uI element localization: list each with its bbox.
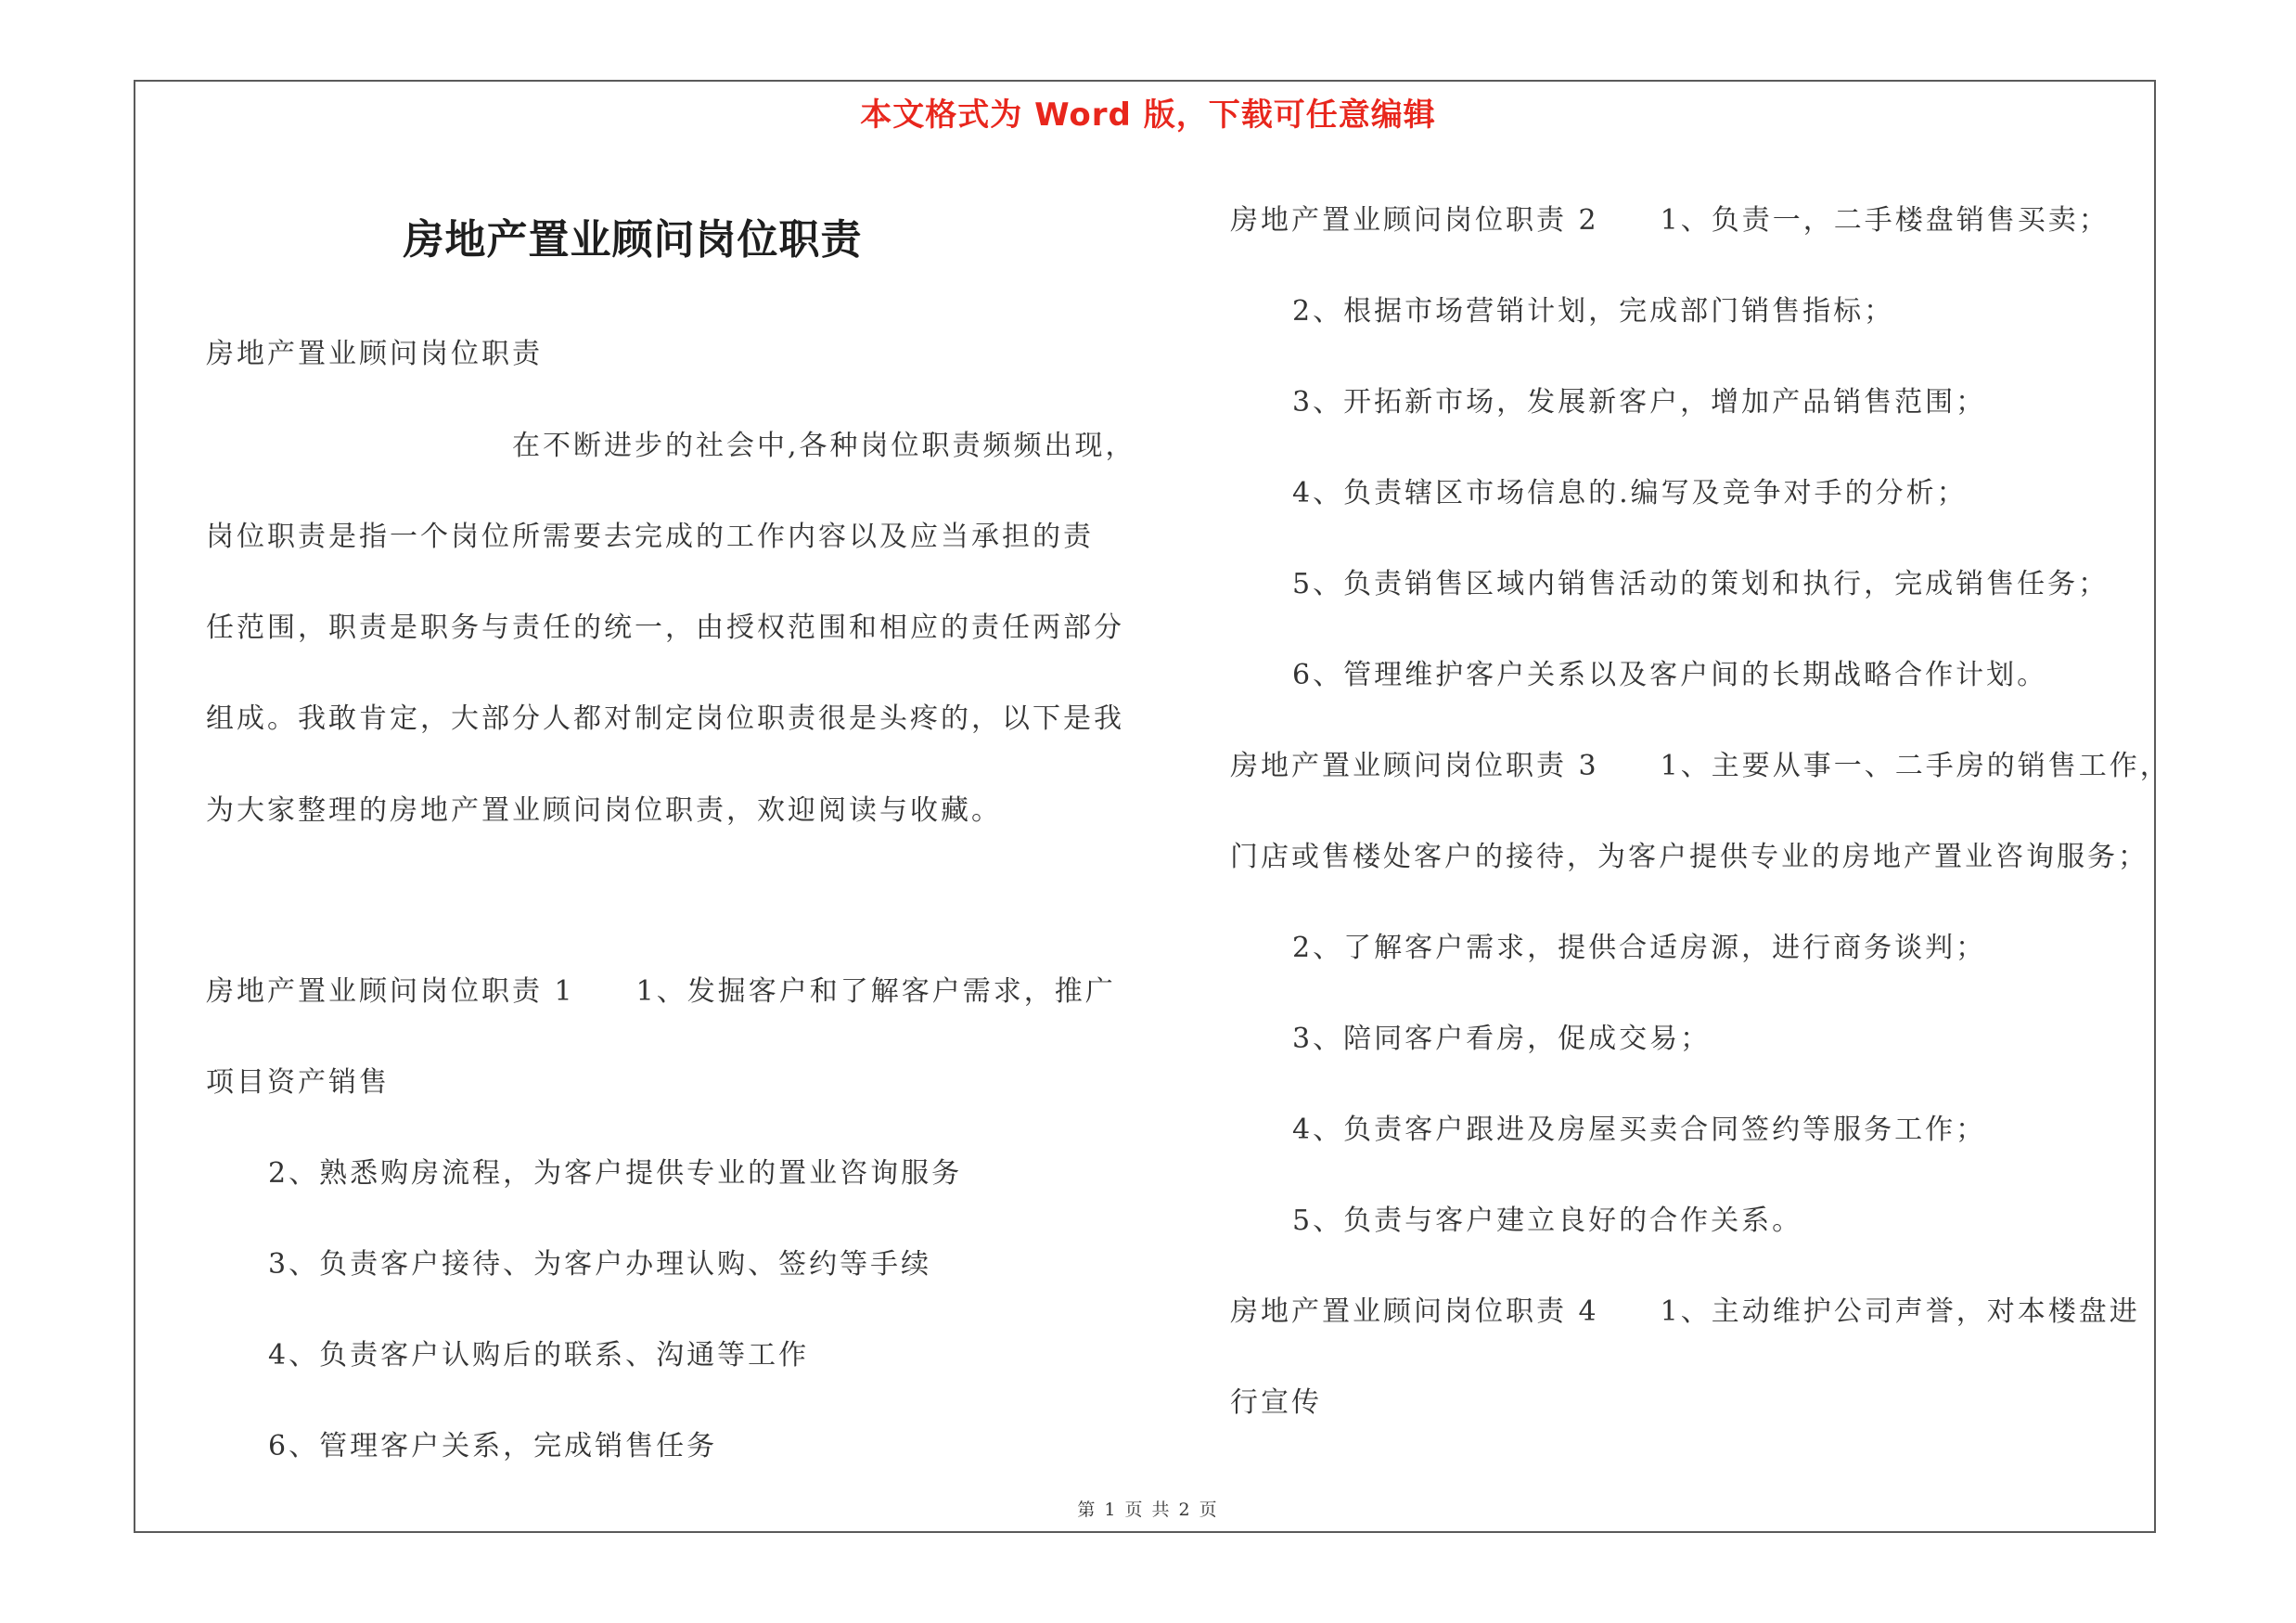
list-item: 6、管理维护客户关系以及客户间的长期战略合作计划。 — [1262, 659, 2048, 691]
paragraph-line: 任范围，职责是职务与责任的统一，由授权范围和相应的责任两部分 — [206, 612, 1124, 644]
list-item: 2、了解客户需求，提供合适房源，进行商务谈判； — [1262, 932, 1987, 964]
paragraph-line: 房地产置业顾问岗位职责 — [206, 338, 543, 370]
list-item: 2、熟悉购房流程，为客户提供专业的置业咨询服务 — [237, 1157, 963, 1190]
paragraph-line: 组成。我敢肯定，大部分人都对制定岗位职责很是头疼的，以下是我 — [206, 702, 1124, 735]
list-item: 4、负责客户认购后的联系、沟通等工作 — [237, 1339, 810, 1372]
list-item: 3、陪同客户看房，促成交易； — [1262, 1023, 1712, 1055]
list-item: 5、负责与客户建立良好的合作关系。 — [1262, 1204, 1803, 1237]
list-item: 3、负责客户接待、为客户办理认购、签约等手续 — [237, 1248, 932, 1281]
section-heading-line: 房地产置业顾问岗位职责 4 1、主动维护公司声誉，对本楼盘进 — [1230, 1295, 2140, 1328]
section-heading-line: 房地产置业顾问岗位职责 3 1、主要从事一、二手房的销售工作， — [1230, 750, 2171, 782]
page-number-footer: 第 1 页 共 2 页 — [1077, 1500, 1219, 1520]
editable-banner: 本文格式为 Word 版，下载可任意编辑 — [860, 97, 1436, 134]
list-item: 6、管理客户关系，完成销售任务 — [237, 1430, 718, 1462]
list-item: 2、根据市场营销计划，完成部门销售指标； — [1262, 295, 1895, 328]
paragraph-line: 项目资产销售 — [206, 1066, 390, 1099]
paragraph-line: 为大家整理的房地产置业顾问岗位职责，欢迎阅读与收藏。 — [206, 794, 1002, 827]
paragraph-line: 岗位职责是指一个岗位所需要去完成的工作内容以及应当承担的责 — [206, 521, 1094, 553]
list-item: 3、开拓新市场，发展新客户，增加产品销售范围； — [1262, 386, 1987, 419]
section-heading-line: 房地产置业顾问岗位职责 1 1、发掘客户和了解客户需求，推广 — [206, 975, 1116, 1008]
list-item: 5、负责销售区域内销售活动的策划和执行，完成销售任务； — [1262, 568, 2110, 600]
paragraph-line: 门店或售楼处客户的接待，为客户提供专业的房地产置业咨询服务； — [1230, 841, 2148, 873]
document-title: 房地产置业顾问岗位职责 — [403, 216, 863, 264]
list-item: 4、负责辖区市场信息的.编写及竞争对手的分析； — [1262, 477, 1968, 509]
section-heading-line: 房地产置业顾问岗位职责 2 1、负责一，二手楼盘销售买卖； — [1230, 204, 2110, 237]
paragraph-line: 在不断进步的社会中,各种岗位职责频频出现， — [206, 430, 1136, 462]
list-item: 4、负责客户跟进及房屋买卖合同签约等服务工作； — [1262, 1114, 1987, 1146]
paragraph-line: 行宣传 — [1230, 1386, 1322, 1419]
